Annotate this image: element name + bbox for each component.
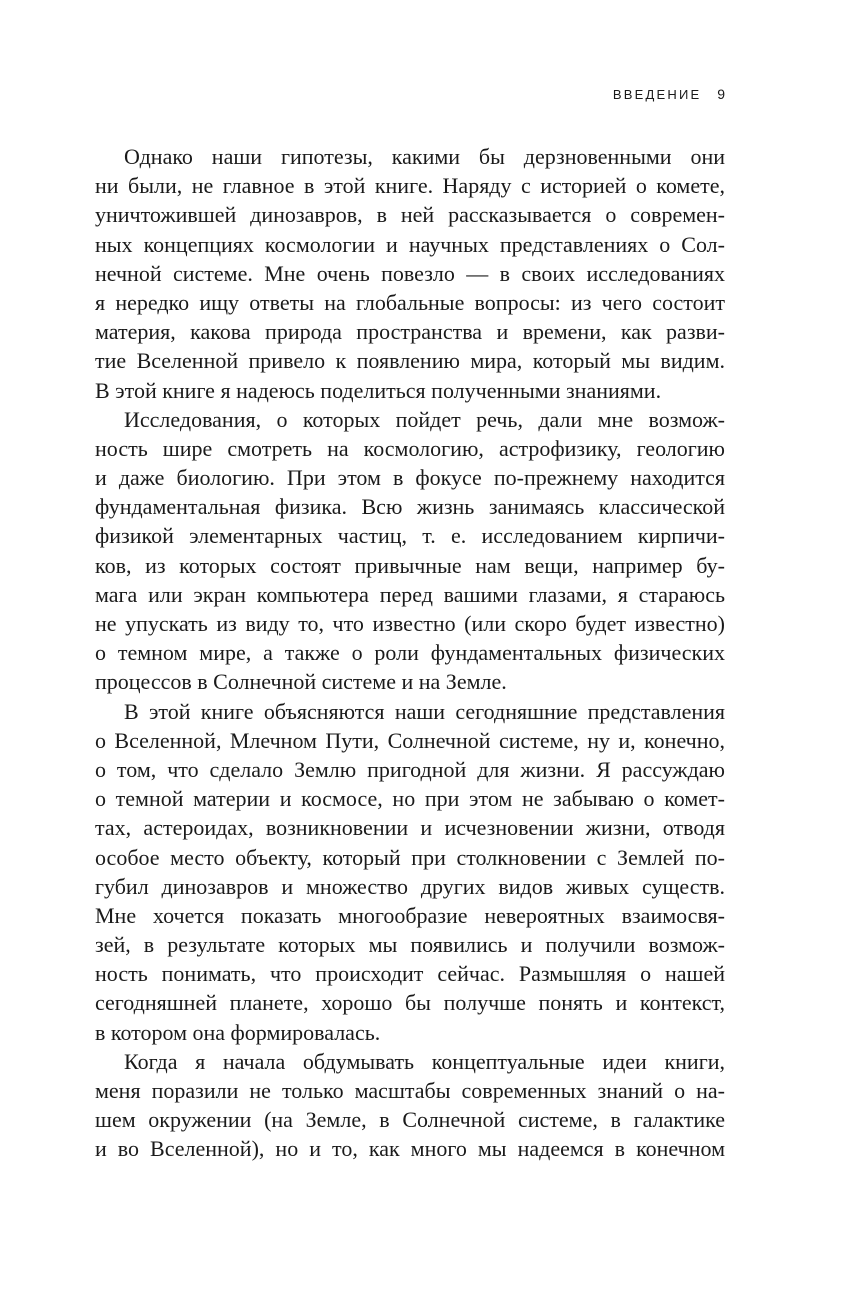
paragraph (95, 142, 725, 405)
text-line: и даже биологию. При этом в фокусе по-прежнему находится (95, 465, 725, 491)
text-line: ность шире смотреть на космологию, астрофизику, геологию (95, 435, 725, 461)
page-number: 9 (717, 86, 725, 102)
text-line: Однако наши гипотезы, какими бы дерзновенными они (124, 144, 725, 169)
text-line: уничтожившей динозавров, в ней рассказывается о современ- (95, 202, 725, 228)
text-line: ность понимать, что происходит сейчас. Размышляя о нашей (95, 961, 725, 987)
text-line: о темной материи и космосе, но при этом не забываю о комет- (95, 786, 725, 812)
section-title: ВВЕДЕНИЕ (612, 87, 702, 102)
paragraph (95, 405, 725, 697)
running-head (613, 86, 725, 102)
text-line: тах, астероидах, возникновении и исчезновении жизни, отводя (95, 815, 725, 841)
text-line: и во Вселенной), но и то, как много мы надеемся в конечном (95, 1136, 725, 1162)
text-line: материя, какова природа пространства и времени, как разви- (95, 319, 725, 345)
paragraph (95, 697, 725, 1047)
body-text (95, 142, 725, 1164)
text-line: о Вселенной, Млечном Пути, Солнечной системе, ну и, конечно, (95, 727, 725, 753)
text-line: нечной системе. Мне очень повезло — в своих исследованиях (95, 260, 725, 286)
text-line: я нередко ищу ответы на глобальные вопросы: из чего состоит (95, 289, 725, 315)
text-line: губил динозавров и множество других видов живых существ. (95, 873, 725, 899)
text-line: процессов в Солнечной системе и на Земле. (95, 669, 507, 695)
text-line: особое место объекту, который при столкновении с Землей по- (95, 844, 725, 870)
text-line: физикой элементарных частиц, т. е. исследованием кирпичи- (95, 523, 725, 549)
text-line: Мне хочется показать многообразие невероятных взаимосвя- (95, 902, 725, 928)
text-line: В этой книге объясняются наши сегодняшние представления (124, 698, 725, 724)
text-line: о том, что сделало Землю пригодной для жизни. Я рассуждаю (95, 756, 725, 782)
text-line: ни были, не главное в этой книге. Наряду с историей о комете, (95, 173, 725, 199)
text-line: Исследования, о которых пойдет речь, дали мне возмож- (124, 406, 725, 432)
text-line: зей, в результате которых мы появились и получили возмож- (95, 932, 725, 958)
text-line: не упускать из виду то, что известно (или скоро будет известно) (95, 611, 725, 636)
text-line: сегодняшней планете, хорошо бы получше понять и контекст, (95, 990, 725, 1016)
text-line: мага или экран компьютера перед вашими глазами, я стараюсь (95, 581, 725, 607)
text-line: Когда я начала обдумывать концептуальные идеи книги, (124, 1048, 725, 1074)
text-line: ков, из которых состоят привычные нам вещи, например бу- (95, 552, 725, 578)
text-line: фундаментальная физика. Всю жизнь занимаясь классической (95, 494, 725, 520)
text-line: В этой книге я надеюсь поделиться полученными знаниями. (95, 377, 662, 403)
text-line: о темном мире, а также о роли фундаментальных физических (95, 640, 725, 666)
paragraph (95, 1047, 725, 1164)
text-line: ных концепциях космологии и научных представлениях о Сол- (95, 231, 725, 257)
text-line: шем окружении (на Земле, в Солнечной системе, в галактике (95, 1107, 725, 1133)
text-line: меня поразили не только масштабы современных знаний о на- (95, 1078, 725, 1103)
text-line: в котором она формировалась. (95, 1019, 381, 1045)
text-line: тие Вселенной привело к появлению мира, который мы видим. (95, 348, 725, 374)
